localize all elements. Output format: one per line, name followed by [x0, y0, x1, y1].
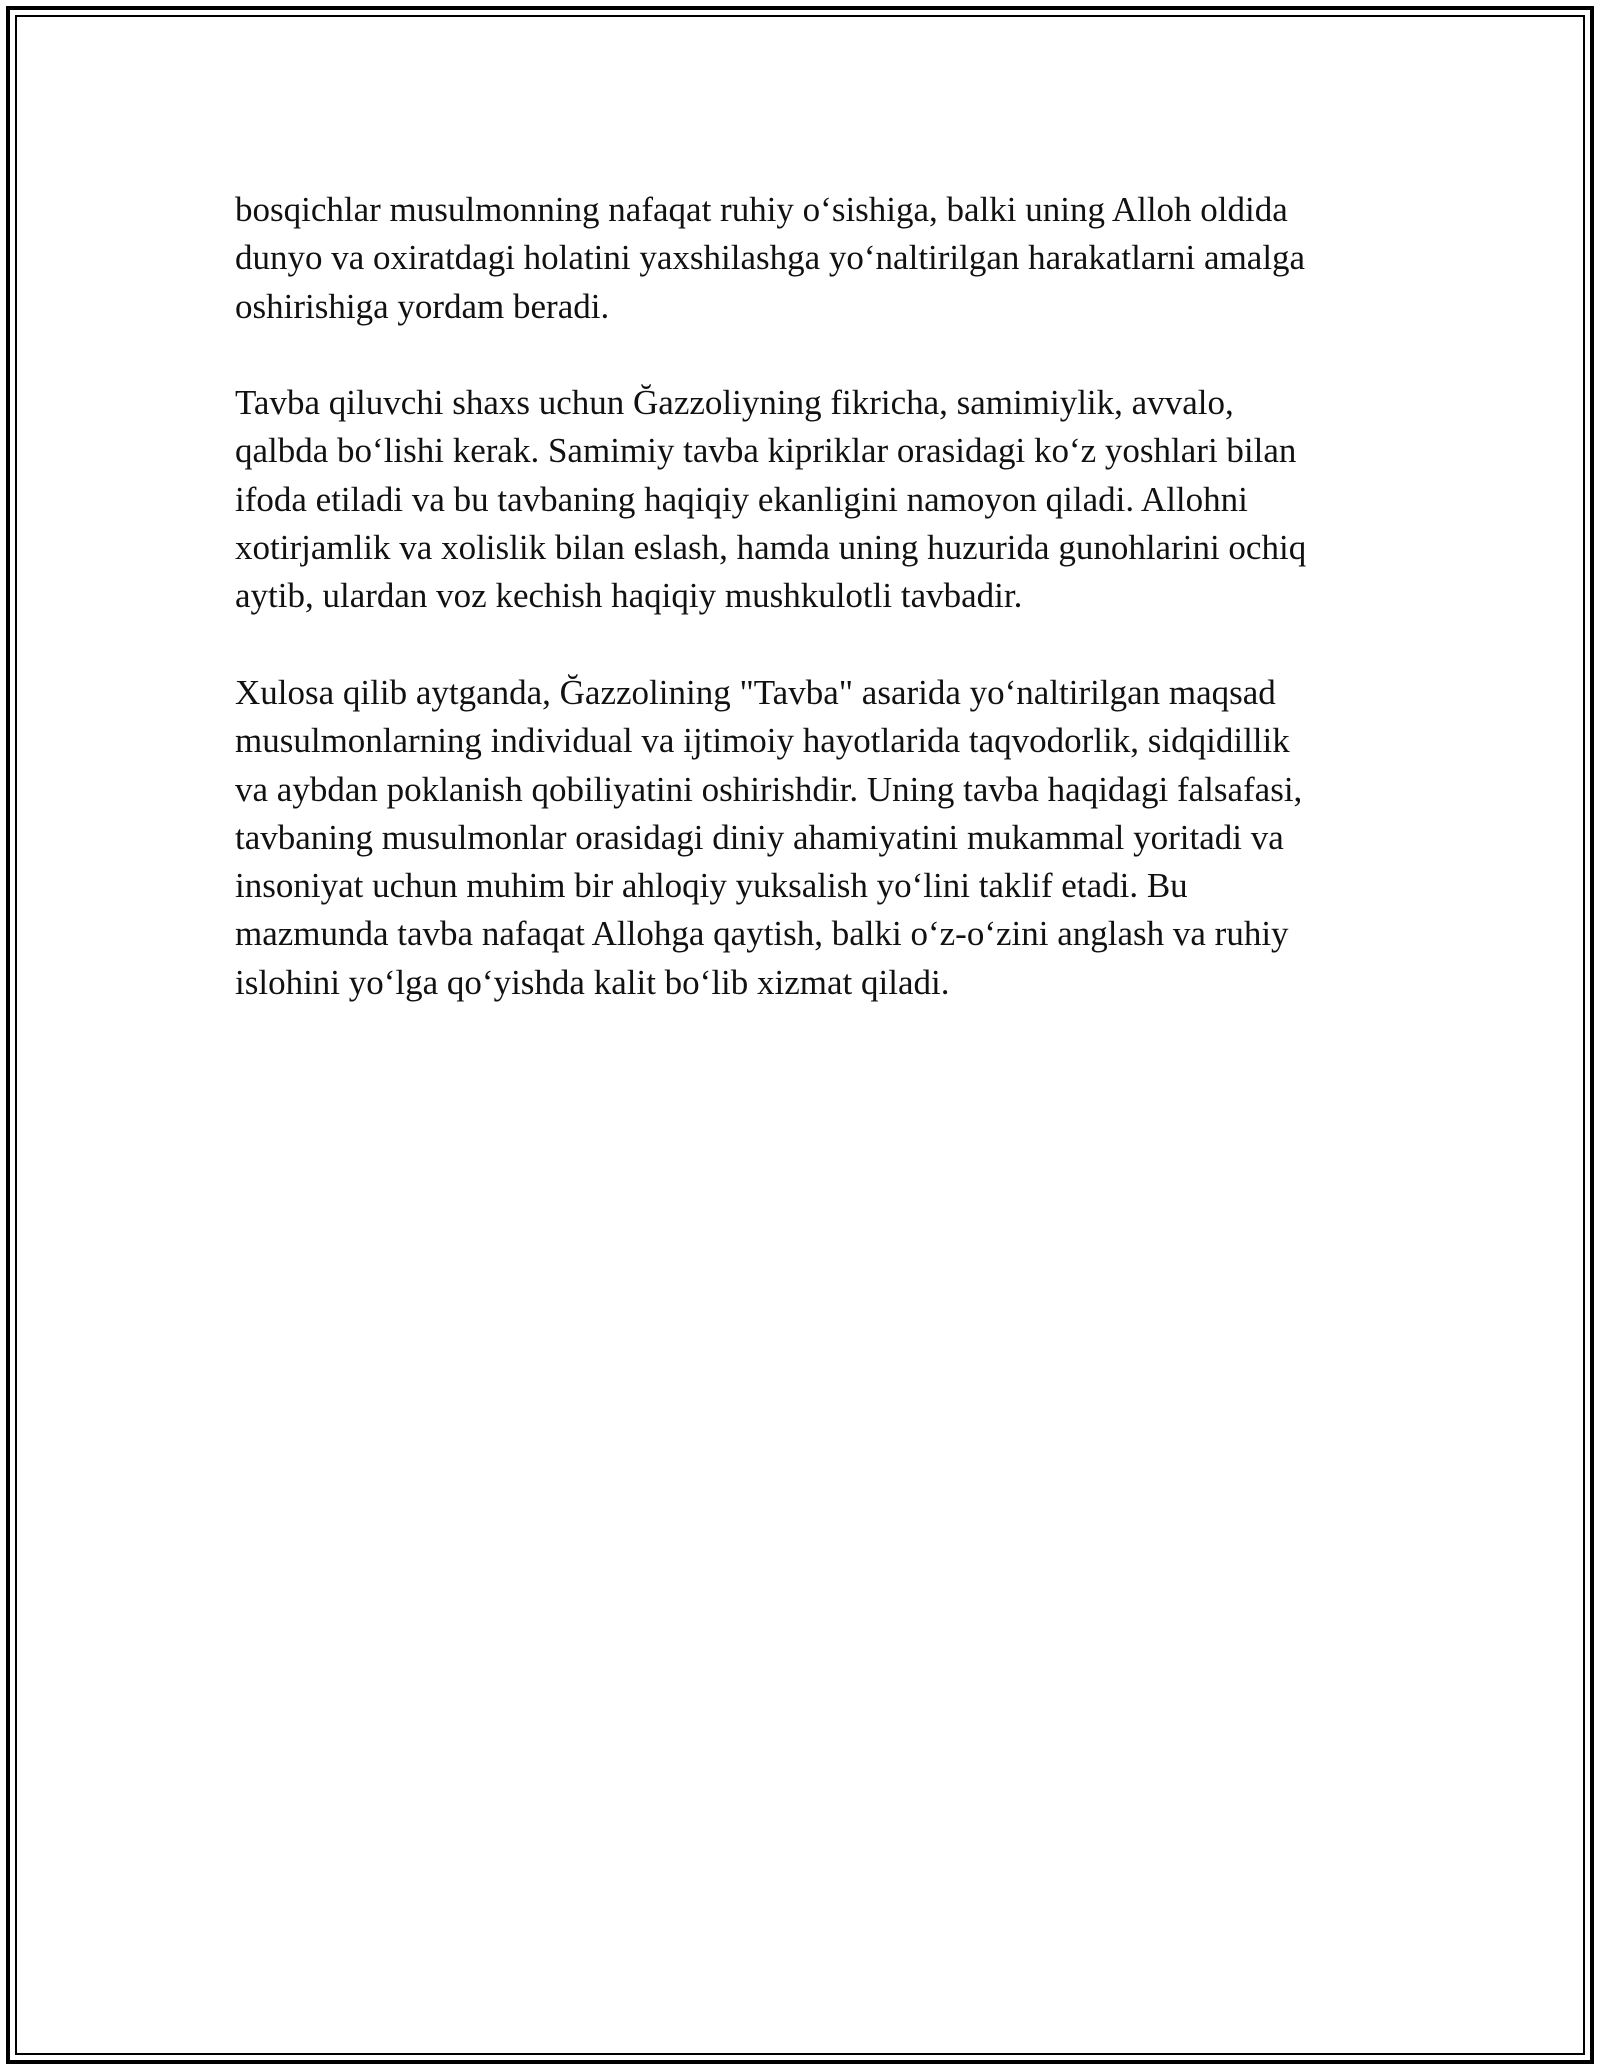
paragraph-1: bosqichlar musulmonning nafaqat ruhiy o‘sishiga, balki uning Alloh oldida dunyo va oxiratdagi holatini yaxshilashga yo‘naltirilgan harakatlarni amalga oshirishiga yordam beradi.	[235, 190, 1306, 326]
document-body	[235, 186, 1365, 1055]
paragraph-2: Tavba qiluvchi shaxs uchun Ğazzoliyning fikricha, samimiylik, avvalo, qalbda bo‘lishi kerak. Samimiy tavba kipriklar orasidagi ko‘z yoshlari bilan ifoda etiladi va bu tavbaning haqiqiy ekanligini namoyon qiladi. Allohni xotirjamlik va xolislik bilan eslash, hamda uning huzurida gunohlarini ochiq aytib, ulardan voz kechish haqiqiy mushkulotli tavbadir.	[235, 383, 1307, 616]
paragraph-3: Xulosa qilib aytganda, Ğazzolining "Tavba" asarida yo‘naltirilgan maqsad musulmonlarning individual va ijtimoiy hayotlarida taqvodorlik, sidqidillik va aybdan poklanish qobiliyatini oshirishdir. Uning tavba haqidagi falsafasi, tavbaning musulmonlar orasidagi diniy ahamiyatini mukammal yoritadi va insoniyat uchun muhim bir ahloqiy yuksalish yo‘lini taklif etadi. Bu mazmunda tavba nafaqat Allohga qaytish, balki o‘z-o‘zini anglash va ruhiy islohini yo‘lga qo‘yishda kalit bo‘lib xizmat qiladi.	[235, 672, 1303, 1002]
